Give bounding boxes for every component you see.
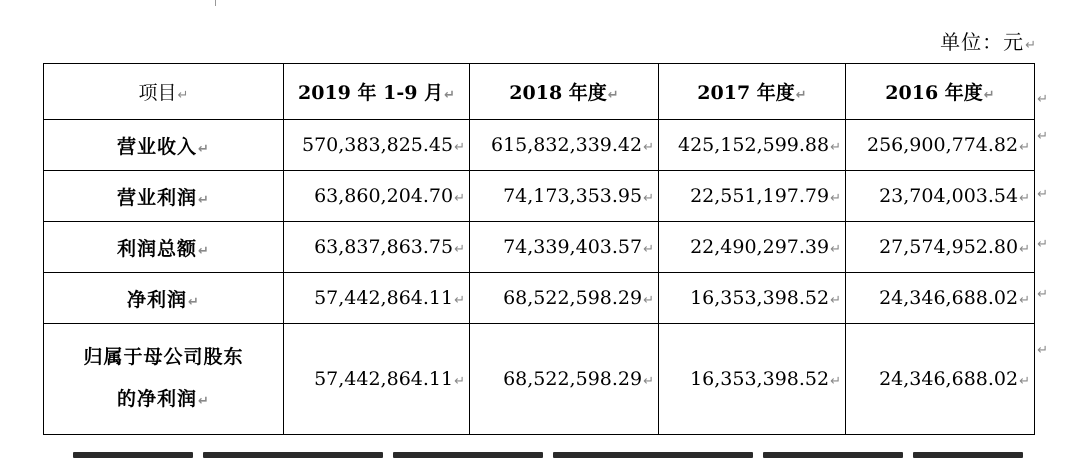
table-cell: 57,442,864.11↵ [284, 324, 470, 435]
table-cell: 74,173,353.95↵ [470, 171, 659, 222]
table-row [44, 324, 1035, 435]
table-cell: 22,490,297.39↵ [659, 222, 846, 273]
header-2017: 2017 年度↵ [659, 64, 846, 120]
table-cell: 22,551,197.79↵ [659, 171, 846, 222]
cell-mark-icon: ↵ [643, 140, 654, 155]
table-cell: 63,837,863.75↵ [284, 222, 470, 273]
row-end-mark-icon: ↵ [1037, 187, 1048, 202]
cell-mark-icon: ↵ [643, 242, 654, 257]
row-end-mark-icon: ↵ [1037, 287, 1048, 302]
cell-mark-icon: ↵ [444, 88, 455, 103]
header-2016: 2016 年度↵ [846, 64, 1035, 120]
cell-mark-icon: ↵ [607, 88, 619, 103]
cell-mark-icon: ↵ [830, 374, 841, 389]
cell-mark-icon: ↵ [1019, 374, 1030, 389]
cell-mark-icon: ↵ [198, 141, 210, 157]
cell-mark-icon: ↵ [198, 192, 210, 208]
table-cell: 68,522,598.29↵ [470, 324, 659, 435]
cell-mark-icon: ↵ [198, 393, 210, 409]
header-2019: 2019 年 1-9 月↵ [284, 64, 470, 120]
cell-mark-icon: ↵ [643, 293, 654, 308]
cell-mark-icon: ↵ [1019, 293, 1030, 308]
cell-mark-icon: ↵ [177, 88, 189, 103]
cell-mark-icon: ↵ [1019, 191, 1030, 206]
cell-mark-icon: ↵ [643, 374, 654, 389]
row-end-mark-icon: ↵ [1037, 237, 1048, 252]
header-item: 项目↵ [44, 64, 284, 120]
table-cell: 425,152,599.88↵ [659, 120, 846, 171]
cell-mark-icon: ↵ [643, 191, 654, 206]
row-label: 营业利润↵ [44, 171, 284, 222]
table-row [44, 120, 1035, 171]
table-header-row [44, 64, 1035, 120]
header-2018: 2018 年度↵ [470, 64, 659, 120]
table-row [44, 171, 1035, 222]
cut-off-text-line [43, 452, 1034, 460]
cell-mark-icon: ↵ [983, 88, 995, 103]
paragraph-mark-icon: ↵ [1025, 38, 1037, 53]
cell-mark-icon: ↵ [830, 191, 841, 206]
cell-mark-icon: ↵ [454, 242, 465, 257]
table-cell: 74,339,403.57↵ [470, 222, 659, 273]
financial-summary-table [43, 63, 1035, 435]
table-cell: 27,574,952.80↵ [846, 222, 1035, 273]
cell-mark-icon: ↵ [830, 293, 841, 308]
table-cell: 23,704,003.54↵ [846, 171, 1035, 222]
table-cell: 16,353,398.52↵ [659, 273, 846, 324]
row-label: 净利润↵ [44, 273, 284, 324]
cell-mark-icon: ↵ [454, 374, 465, 389]
table-cell: 63,860,204.70↵ [284, 171, 470, 222]
cell-mark-icon: ↵ [198, 243, 210, 259]
cell-mark-icon: ↵ [1019, 140, 1030, 155]
table-row [44, 222, 1035, 273]
table-cell: 57,442,864.11↵ [284, 273, 470, 324]
table-cell: 24,346,688.02↵ [846, 324, 1035, 435]
cell-mark-icon: ↵ [830, 242, 841, 257]
row-end-mark-icon: ↵ [1037, 129, 1048, 144]
table-cell: 68,522,598.29↵ [470, 273, 659, 324]
table-row [44, 273, 1035, 324]
cell-mark-icon: ↵ [454, 191, 465, 206]
row-end-mark-icon: ↵ [1037, 343, 1048, 358]
cell-mark-icon: ↵ [795, 88, 807, 103]
cell-mark-icon: ↵ [454, 140, 465, 155]
row-end-mark-icon: ↵ [1037, 92, 1048, 107]
table-cell: 570,383,825.45↵ [284, 120, 470, 171]
row-label: 利润总额↵ [44, 222, 284, 273]
table-cell: 24,346,688.02↵ [846, 273, 1035, 324]
cell-mark-icon: ↵ [188, 294, 200, 310]
cell-mark-icon: ↵ [1019, 242, 1030, 257]
row-label: 营业收入↵ [44, 120, 284, 171]
table-cell: 615,832,339.42↵ [470, 120, 659, 171]
row-label: 归属于母公司股东 的净利润↵ [44, 324, 284, 435]
table-cell: 16,353,398.52↵ [659, 324, 846, 435]
unit-label: 单位：元↵ [940, 30, 1037, 54]
table-cell: 256,900,774.82↵ [846, 120, 1035, 171]
cursor-line [215, 0, 216, 6]
cell-mark-icon: ↵ [454, 293, 465, 308]
cell-mark-icon: ↵ [830, 140, 841, 155]
